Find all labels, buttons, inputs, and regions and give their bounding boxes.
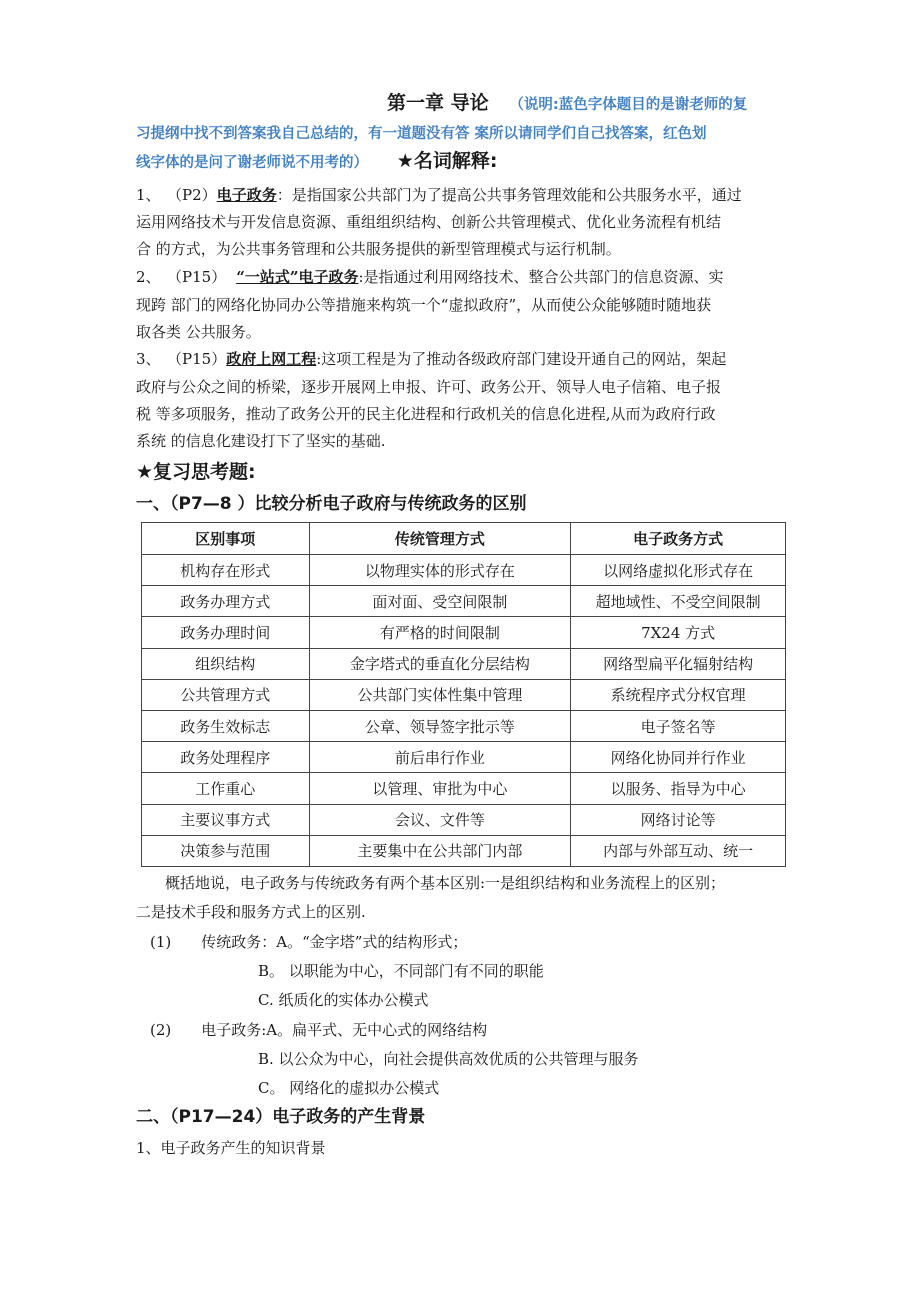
- review-heading: ★复习思考题:: [136, 461, 256, 483]
- table-row: [142, 586, 786, 617]
- term-3-line-4: 系统 的信息化建设打下了坚实的基础.: [136, 432, 386, 450]
- table-cell: 面对面、受空间限制: [309, 586, 571, 617]
- table-header-cell: 传统管理方式: [309, 523, 571, 555]
- q2-item-1: 1、电子政务产生的知识背景: [136, 1139, 326, 1157]
- term-3-line-1: :这项工程是为了推动各级政府部门建设开通自己的网站，架起: [316, 350, 727, 368]
- table-cell: 公共管理方式: [142, 679, 310, 710]
- table-row: [142, 773, 786, 804]
- table-cell: 电子签名等: [571, 710, 786, 741]
- list-item-1-a: 传统政务：A。“金字塔”式的结构形式；: [201, 933, 468, 951]
- table-cell: 系统程序式分权官理: [571, 679, 786, 710]
- q1-heading: 一、（P7—8 ）比较分析电子政府与传统政务的区别: [136, 494, 527, 514]
- term-2: [136, 267, 724, 287]
- term-1-line-1: ：是指国家公共部门为了提高公共事务管理效能和公共服务水平，通过: [276, 186, 742, 204]
- comparison-table: [141, 522, 786, 867]
- table-cell: 会议、文件等: [309, 804, 571, 835]
- glossary-heading: ★名词解释:: [396, 150, 498, 172]
- table-row: [142, 835, 786, 866]
- table-cell: 前后串行作业: [309, 742, 571, 773]
- summary-line-2: 二是技术手段和服务方式上的区别.: [136, 903, 366, 921]
- term-2-num: 2、: [136, 268, 161, 286]
- note-line-3: 线字体的是问了谢老师说不用考的）: [136, 155, 368, 171]
- table-header-cell: 电子政务方式: [571, 523, 786, 555]
- term-3-page: （P15）: [174, 350, 227, 368]
- table-cell: 有严格的时间限制: [309, 617, 571, 648]
- term-1-num: 1、: [136, 186, 161, 204]
- table-row: [142, 804, 786, 835]
- term-2-line-1: :是指通过利用网络技术、整合公共部门的信息资源、实: [358, 268, 724, 286]
- term-1-page: （P2）: [174, 186, 217, 204]
- table-cell: 政务生效标志: [142, 710, 310, 741]
- list-item-2-b: B. 以公众为中心，向社会提供高效优质的公共管理与服务: [258, 1050, 639, 1068]
- list-item-1: [150, 932, 467, 952]
- term-2-page: （P15）: [174, 268, 227, 286]
- table-cell: 以网络虚拟化形式存在: [571, 555, 786, 586]
- q2-heading: 二、（P17—24）电子政务的产生背景: [136, 1107, 426, 1127]
- note-line-1: （说明:蓝色字体题目的是谢老师的复: [509, 97, 748, 113]
- table-cell: 内部与外部互动、统一: [571, 835, 786, 866]
- table-cell: 金字塔式的垂直化分层结构: [309, 648, 571, 679]
- note-line-3-row: [136, 151, 497, 173]
- list-item-1-num: (1): [150, 933, 172, 951]
- table-cell: 以服务、指导为中心: [571, 773, 786, 804]
- list-item-1-b: B。 以职能为中心，不同部门有不同的职能: [258, 962, 544, 980]
- table-row: [142, 742, 786, 773]
- term-1: [136, 185, 742, 205]
- table-cell: 决策参与范围: [142, 835, 310, 866]
- term-3-num: 3、: [136, 350, 161, 368]
- table-cell: 网络型扁平化辐射结构: [571, 648, 786, 679]
- table-cell: 组织结构: [142, 648, 310, 679]
- term-3-line-2: 政府与公众之间的桥梁，逐步开展网上申报、许可、政务公开、领导人电子信箱、电子报: [136, 378, 722, 396]
- chapter-title: 第一章 导论: [387, 92, 489, 114]
- table-cell: 公共部门实体性集中管理: [309, 679, 571, 710]
- table-cell: 工作重心: [142, 773, 310, 804]
- list-item-2-a: 电子政务:A。扁平式、无中心式的网络结构: [201, 1021, 488, 1039]
- table-cell: 政务处理程序: [142, 742, 310, 773]
- table-header-row: [142, 523, 786, 555]
- term-3-line-3: 税 等多项服务，推动了政务公开的民主化进程和行政机关的信息化进程,从而为政府行政: [136, 405, 716, 423]
- table-cell: 公章、领导签字批示等: [309, 710, 571, 741]
- table-row: [142, 617, 786, 648]
- table-cell: 主要集中在公共部门内部: [309, 835, 571, 866]
- summary-line-1: 概括地说，电子政务与传统政务有两个基本区别:一是组织结构和业务流程上的区别；: [165, 874, 726, 892]
- note-line-2: 习提纲中找不到答案我自己总结的，有一道题没有答 案所以请同学们自己找答案，红色划: [136, 126, 707, 142]
- term-3-name: 政府上网工程: [226, 350, 317, 368]
- term-1-line-3: 合 的方式，为公共事务管理和公共服务提供的新型管理模式与运行机制。: [136, 240, 621, 258]
- table-cell: 主要议事方式: [142, 804, 310, 835]
- table-cell: 机构存在形式: [142, 555, 310, 586]
- list-item-1-c: C. 纸质化的实体办公模式: [258, 991, 429, 1009]
- table-cell: 7X24 方式: [571, 617, 786, 648]
- term-2-line-3: 取各类 公共服务。: [136, 323, 261, 341]
- chapter-heading-line: [387, 93, 747, 115]
- table-cell: 网络化协同并行作业: [571, 742, 786, 773]
- list-item-2: [150, 1020, 487, 1040]
- list-item-2-num: (2): [150, 1021, 172, 1039]
- table-cell: 政务办理时间: [142, 617, 310, 648]
- term-2-line-2: 现跨 部门的网络化协同办公等措施来构筑一个“虚拟政府”，从而使公众能够随时随地获: [136, 296, 712, 314]
- table-row: [142, 710, 786, 741]
- table-cell: 以管理、审批为中心: [309, 773, 571, 804]
- table-cell: 网络讨论等: [571, 804, 786, 835]
- table-cell: 超地域性、不受空间限制: [571, 586, 786, 617]
- table-row: [142, 555, 786, 586]
- term-1-name: 电子政务: [216, 186, 277, 204]
- term-2-name: “一站式”电子政务: [236, 268, 359, 286]
- table-row: [142, 648, 786, 679]
- table-header-cell: 区别事项: [142, 523, 310, 555]
- term-1-line-2: 运用网络技术与开发信息资源、重组组织结构、创新公共管理模式、优化业务流程有机结: [136, 213, 722, 231]
- list-item-2-c: C。 网络化的虚拟办公模式: [258, 1079, 440, 1097]
- table-row: [142, 679, 786, 710]
- term-3: [136, 349, 726, 369]
- table-cell: 以物理实体的形式存在: [309, 555, 571, 586]
- table-cell: 政务办理方式: [142, 586, 310, 617]
